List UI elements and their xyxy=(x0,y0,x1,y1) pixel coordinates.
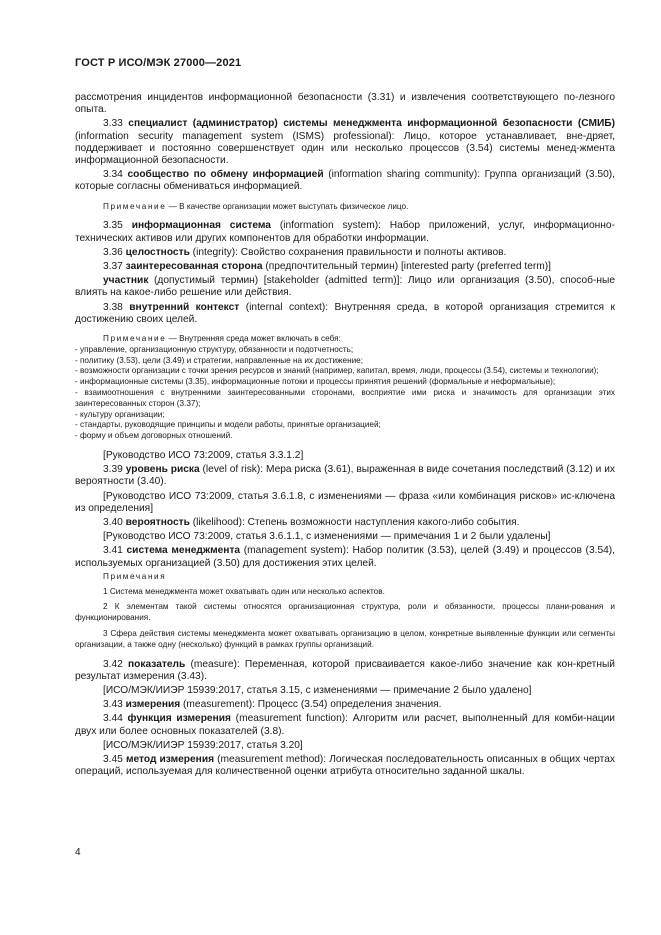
text-run: (предпочтительный термин) [interested party (preferred term)] xyxy=(262,261,552,273)
text-run: — Внутренняя среда может включать в себя: xyxy=(166,334,341,344)
text-run: 3.33 xyxy=(103,118,129,130)
note-3-38-item xyxy=(75,377,615,388)
text-run: 3.43 xyxy=(103,699,126,711)
bold-term: функция измерения xyxy=(127,713,231,725)
term-3-36 xyxy=(75,247,615,259)
ref-3-42 xyxy=(75,685,615,697)
bold-term: вероятность xyxy=(125,517,190,529)
text-run: [ИСО/МЭК/ИИЭР 15939:2017, статья 3.20] xyxy=(103,739,303,751)
text-run: рассмотрения инцидентов информационной безопасности (3.31) и извлечения соответствующего по-лезного опыта. xyxy=(75,92,615,116)
note-3-38-item xyxy=(75,366,615,377)
bold-term: показатель xyxy=(128,658,186,670)
text-run: 3.38 xyxy=(103,301,130,313)
term-3-44 xyxy=(75,713,615,737)
term-3-33 xyxy=(75,118,615,167)
text-run: 3.45 xyxy=(103,754,126,766)
text-run: (information security management system (ISMS) professional): Лицо, которое устанавливает, вне-дряет, поддерживает и постоянно совершенствует один или несколько процессов (3.54) системы менед-жмента информационной безопасности. xyxy=(75,130,615,167)
note-3-41-2 xyxy=(75,602,615,624)
ref-3-39 xyxy=(75,491,615,515)
bold-term: целостность xyxy=(125,246,190,258)
term-3-42 xyxy=(75,659,615,683)
term-3-45 xyxy=(75,754,615,778)
text-run: (допустимый термин) [stakeholder (admitted term)]: Лицо или организация (3.50), способ-ные влиять на какое-либо решение или действия. xyxy=(75,275,615,299)
text-run: (measurement method): Логическая последовательность описанных в общих чертах операций, используемая для количественной оценки атрибута относительно заданной шкалы. xyxy=(75,754,615,778)
text-run: - взаимоотношения с внутренними заинтересованными сторонами, восприятие ими риска и значимость для организации этих заинтересованных сторон (3.37); xyxy=(75,388,615,408)
text-run: [Руководство ИСО 73:2009, статья 3.3.1.2] xyxy=(103,450,304,462)
note-3-38-item xyxy=(75,410,615,421)
text-run: (likelihood): Степень возможности наступления какого-либо события. xyxy=(189,517,520,529)
text-run: [Руководство ИСО 73:2009, статья 3.6.1.1, с изменениями — примечания 1 и 2 были удалены] xyxy=(103,531,551,543)
bold-term: измерения xyxy=(125,699,181,711)
note-3-34 xyxy=(75,202,615,213)
text-run: — В качестве организации может выступать физическое лицо. xyxy=(166,201,409,211)
note-3-38-title xyxy=(75,334,615,345)
text-run: 2 К элементам такой системы относятся организационная структура, роли и обязанности, процессы плани-рования и функционирования. xyxy=(75,602,615,623)
text-run: (information system): Набор приложений, услуг, информационно-технических активов или других компонентов для обработки информации. xyxy=(75,220,615,244)
text-run: (measurement): Процесс (3.54) определения значения. xyxy=(180,699,442,711)
text-run: Примечания xyxy=(103,571,167,581)
document-page xyxy=(75,0,615,935)
term-3-37-admitted xyxy=(75,275,615,299)
term-3-38 xyxy=(75,302,615,326)
text-run: (information sharing community): Группа организаций (3.50), которые согласны обмениваться информацией. xyxy=(75,169,615,193)
bold-term: специалист (администратор) системы менеджмента информационной безопасности (СМИБ) xyxy=(128,118,615,130)
text-run: 3.34 xyxy=(103,169,128,181)
text-run: 3.35 xyxy=(103,220,132,232)
note-3-41-3 xyxy=(75,629,615,651)
text-run: - информационные системы (3.35), информационные потоки и процессы принятия решений (формальные и неформальные); xyxy=(75,377,556,387)
term-3-43 xyxy=(75,699,615,711)
bold-term: сообщество по обмену информацией xyxy=(127,169,324,181)
note-3-38-item xyxy=(75,388,615,410)
bold-term: участник xyxy=(103,275,149,287)
note-3-38-item xyxy=(75,431,615,442)
text-run: (management system): Набор политик (3.53), целей (3.49) и процессов (3.54), используемых организацией (3.50) для достижения этих целей. xyxy=(75,545,615,569)
text-run: 3.37 xyxy=(103,261,126,273)
bold-term: внутренний контекст xyxy=(129,301,240,313)
bold-term: метод измерения xyxy=(125,754,215,766)
ref-3-44 xyxy=(75,740,615,752)
note-3-38-item xyxy=(75,420,615,431)
para-3-32-continuation xyxy=(75,92,615,116)
text-run: 3.36 xyxy=(103,246,126,258)
term-3-39 xyxy=(75,464,615,488)
text-run: (integrity): Свойство сохранения правильности и полноты активов. xyxy=(189,246,507,258)
text-run: [ИСО/МЭК/ИИЭР 15939:2017, статья 3.15, с изменениями — примечание 2 было удалено] xyxy=(103,685,532,697)
note-label: Примечание xyxy=(103,201,167,211)
ref-3-40 xyxy=(75,531,615,543)
note-label: Примечание xyxy=(103,334,167,344)
term-3-40 xyxy=(75,517,615,529)
text-run: (level of risk): Мера риска (3.61), выраженная в виде сочетания последствий (3.12) и их вероятности (3.40). xyxy=(75,464,616,488)
text-run: - политику (3.53), цели (3.49) и стратегии, направленные на их достижение; xyxy=(75,355,364,365)
term-3-35 xyxy=(75,220,615,244)
bold-term: система менеджмента xyxy=(126,545,241,557)
text-run: - стандарты, руководящие принципы и модели работы, принятые организацией; xyxy=(75,420,381,430)
text-run: (internal context): Внутренняя среда, в которой организация стремится к достижению своих целей. xyxy=(75,301,615,325)
note-3-41-1 xyxy=(75,587,615,598)
term-3-37 xyxy=(75,261,615,273)
text-run: 3.41 xyxy=(103,545,127,557)
text-run: (measurement function): Алгоритм или расчет, выполненный для комби-нации двух или более основных показателей (3.8). xyxy=(75,713,615,737)
notes-3-41-title xyxy=(75,572,615,583)
text-run: [Руководство ИСО 73:2009, статья 3.6.1.8, с изменениями — фраза «или комбинация рисков» ис-ключена из определения] xyxy=(75,490,615,514)
text-run: 3.44 xyxy=(103,713,128,725)
bold-term: заинтересованная сторона xyxy=(125,261,263,273)
note-3-38-item xyxy=(75,356,615,367)
text-run: 3.40 xyxy=(103,517,126,529)
bold-term: уровень риска xyxy=(125,464,200,476)
text-run: 3.39 xyxy=(103,464,126,476)
term-3-41 xyxy=(75,545,615,569)
text-run: (measure): Переменная, которой присваивается какое-либо значение как кон-кретный результат измерения (3.43). xyxy=(75,658,615,682)
term-3-34 xyxy=(75,169,615,193)
text-run: - возможности организации с точки зрения ресурсов и знаний (например, капитал, время, люди, процессы (3.54), системы и технологии); xyxy=(75,366,599,376)
bold-term: информационная система xyxy=(131,220,271,232)
ref-3-38 xyxy=(75,450,615,462)
text-run: 1 Система менеджмента может охватывать один или несколько аспектов. xyxy=(103,586,385,596)
note-3-38-item xyxy=(75,345,615,356)
page-number: 4 xyxy=(75,847,81,858)
text-run: - управление, организационную структуру, обязанности и подотчетность; xyxy=(75,344,354,354)
text-run: - форму и объем договорных отношений. xyxy=(75,431,233,441)
page-header: ГОСТ Р ИСО/МЭК 27000—2021 xyxy=(75,57,242,69)
text-run: 3.42 xyxy=(103,658,129,670)
text-run: - культуру организации; xyxy=(75,409,165,419)
document-body xyxy=(75,92,615,780)
text-run: 3 Сфера действия системы менеджмента может охватывать организацию в целом, конкретные выявленные функции или сегменты организации, а также одну (несколько) функций в рамках группы организаций. xyxy=(75,629,615,649)
